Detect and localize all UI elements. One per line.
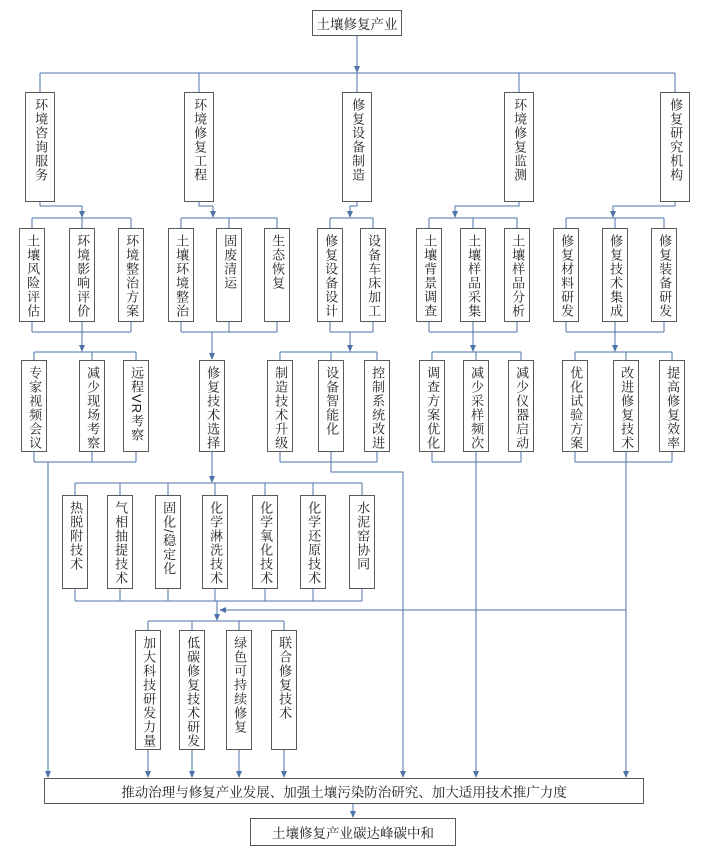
node-label: 化学氧化技术 [258, 501, 274, 585]
node-chemical-reduction [300, 495, 326, 589]
node-improve-remediation-tech [613, 360, 639, 452]
node-label: 化学淋洗技术 [208, 501, 224, 585]
node-label: 控制系统改进 [370, 366, 386, 450]
node-chemical-leaching [202, 495, 228, 589]
node-reduce-instrument-start [508, 360, 534, 452]
node-lathe-processing [360, 228, 386, 322]
node-label: 修复设备制造 [350, 98, 366, 182]
node-label: 调查方案优化 [425, 366, 441, 450]
node-equipment-intelligence [318, 360, 344, 452]
node-remote-vr-survey [123, 360, 149, 452]
node-label: 提高修复效率 [665, 366, 681, 450]
node-label: 环境咨询服务 [33, 98, 49, 182]
node-label: 土壤背景调查 [422, 234, 438, 318]
node-eco-restoration [264, 228, 290, 322]
node-label: 低碳修复技术研发 [185, 636, 201, 748]
node-label: 环境整治方案 [124, 234, 140, 318]
node-soil-env-treatment [168, 228, 194, 322]
node-label: 优化试验方案 [568, 366, 584, 450]
node-label: 设备智能化 [324, 366, 340, 436]
node-sample-collection [460, 228, 486, 322]
node-solid-waste-removal [216, 228, 242, 322]
node-label: 修复装备研发 [657, 234, 673, 318]
node-label: 化学还原技术 [306, 501, 322, 585]
node-low-carbon-rd [179, 630, 205, 750]
node-reduce-sampling-freq [463, 360, 489, 452]
node-expert-video-meeting [21, 360, 47, 452]
node-equipment-manufacturing [342, 92, 372, 202]
node-label: 远程VR考察 [129, 366, 145, 443]
node-label: 土壤样品采集 [466, 234, 482, 318]
node-combined-remediation [271, 630, 297, 750]
node-label: 修复材料研发 [559, 234, 575, 318]
node-label: 生态恢复 [270, 234, 286, 290]
node-gas-phase-extraction [107, 495, 133, 589]
node-green-sustainable [226, 630, 252, 750]
node-label: 修复设备设计 [323, 234, 339, 318]
node-label: 推动治理与修复产业发展、加强土壤污染防治研究、加大适用技术推广力度 [121, 785, 567, 800]
node-label: 水泥窑协同 [355, 501, 371, 571]
node-label: 环境修复监测 [512, 98, 528, 182]
node-chemical-oxidation [252, 495, 278, 589]
node-increase-rd-strength [135, 630, 161, 750]
node-label: 制造技术升级 [273, 366, 289, 450]
node-solidification-stabilization [155, 495, 181, 589]
node-carbon-goal [250, 818, 456, 846]
node-thermal-desorption [62, 495, 88, 589]
node-label: 加大科技研发力量 [141, 636, 157, 748]
node-label: 土壤修复产业碳达峰碳中和 [272, 826, 434, 841]
node-optimize-test-plan [562, 360, 588, 452]
node-label: 环境影响评价 [75, 234, 91, 318]
node-label: 热脱附技术 [68, 501, 84, 571]
node-label: 土壤修复产业 [316, 17, 398, 32]
node-cement-kiln-codisposal [349, 495, 375, 589]
node-label: 气相抽提技术 [113, 501, 129, 585]
node-label: 设备车床加工 [366, 234, 382, 318]
node-survey-plan-optimize [419, 360, 445, 452]
node-reduce-site-visits [79, 360, 105, 452]
node-control-system-improve [364, 360, 390, 452]
node-label: 专家视频会议 [27, 366, 43, 450]
node-label: 联合修复技术 [277, 636, 293, 720]
node-label: 土壤风险评估 [25, 234, 41, 318]
node-soil-risk-assessment [19, 228, 45, 322]
node-tech-selection [199, 360, 225, 452]
node-label: 固废清运 [222, 234, 238, 290]
node-root [312, 10, 402, 36]
node-env-impact-assessment [69, 228, 95, 322]
node-remediation-engineering [184, 92, 214, 202]
node-label: 改进修复技术 [619, 366, 635, 450]
node-tech-integration [602, 228, 628, 322]
node-env-treatment-plan [118, 228, 144, 322]
node-label: 绿色可持续修复 [232, 636, 248, 734]
node-label: 修复技术集成 [608, 234, 624, 318]
node-material-rd [553, 228, 579, 322]
node-label: 修复研究机构 [668, 98, 684, 182]
node-label: 土壤环境整治 [174, 234, 190, 318]
node-research-institution [660, 92, 690, 202]
node-label: 修复技术选择 [205, 366, 221, 450]
node-label: 固化/稳定化 [161, 501, 177, 576]
node-label: 减少现场考察 [85, 366, 101, 450]
node-label: 减少采样频次 [469, 366, 485, 450]
node-consulting-service [25, 92, 55, 202]
node-background-survey [416, 228, 442, 322]
node-mfg-tech-upgrade [267, 360, 293, 452]
node-label: 土壤样品分析 [510, 234, 526, 318]
node-remediation-monitoring [504, 92, 534, 202]
node-equipment-rd [651, 228, 677, 322]
node-label: 环境修复工程 [192, 98, 208, 182]
node-improve-efficiency [659, 360, 685, 452]
node-promote-statement [44, 778, 644, 804]
node-label: 减少仪器启动 [514, 366, 530, 450]
node-equipment-design [317, 228, 343, 322]
node-sample-analysis [504, 228, 530, 322]
